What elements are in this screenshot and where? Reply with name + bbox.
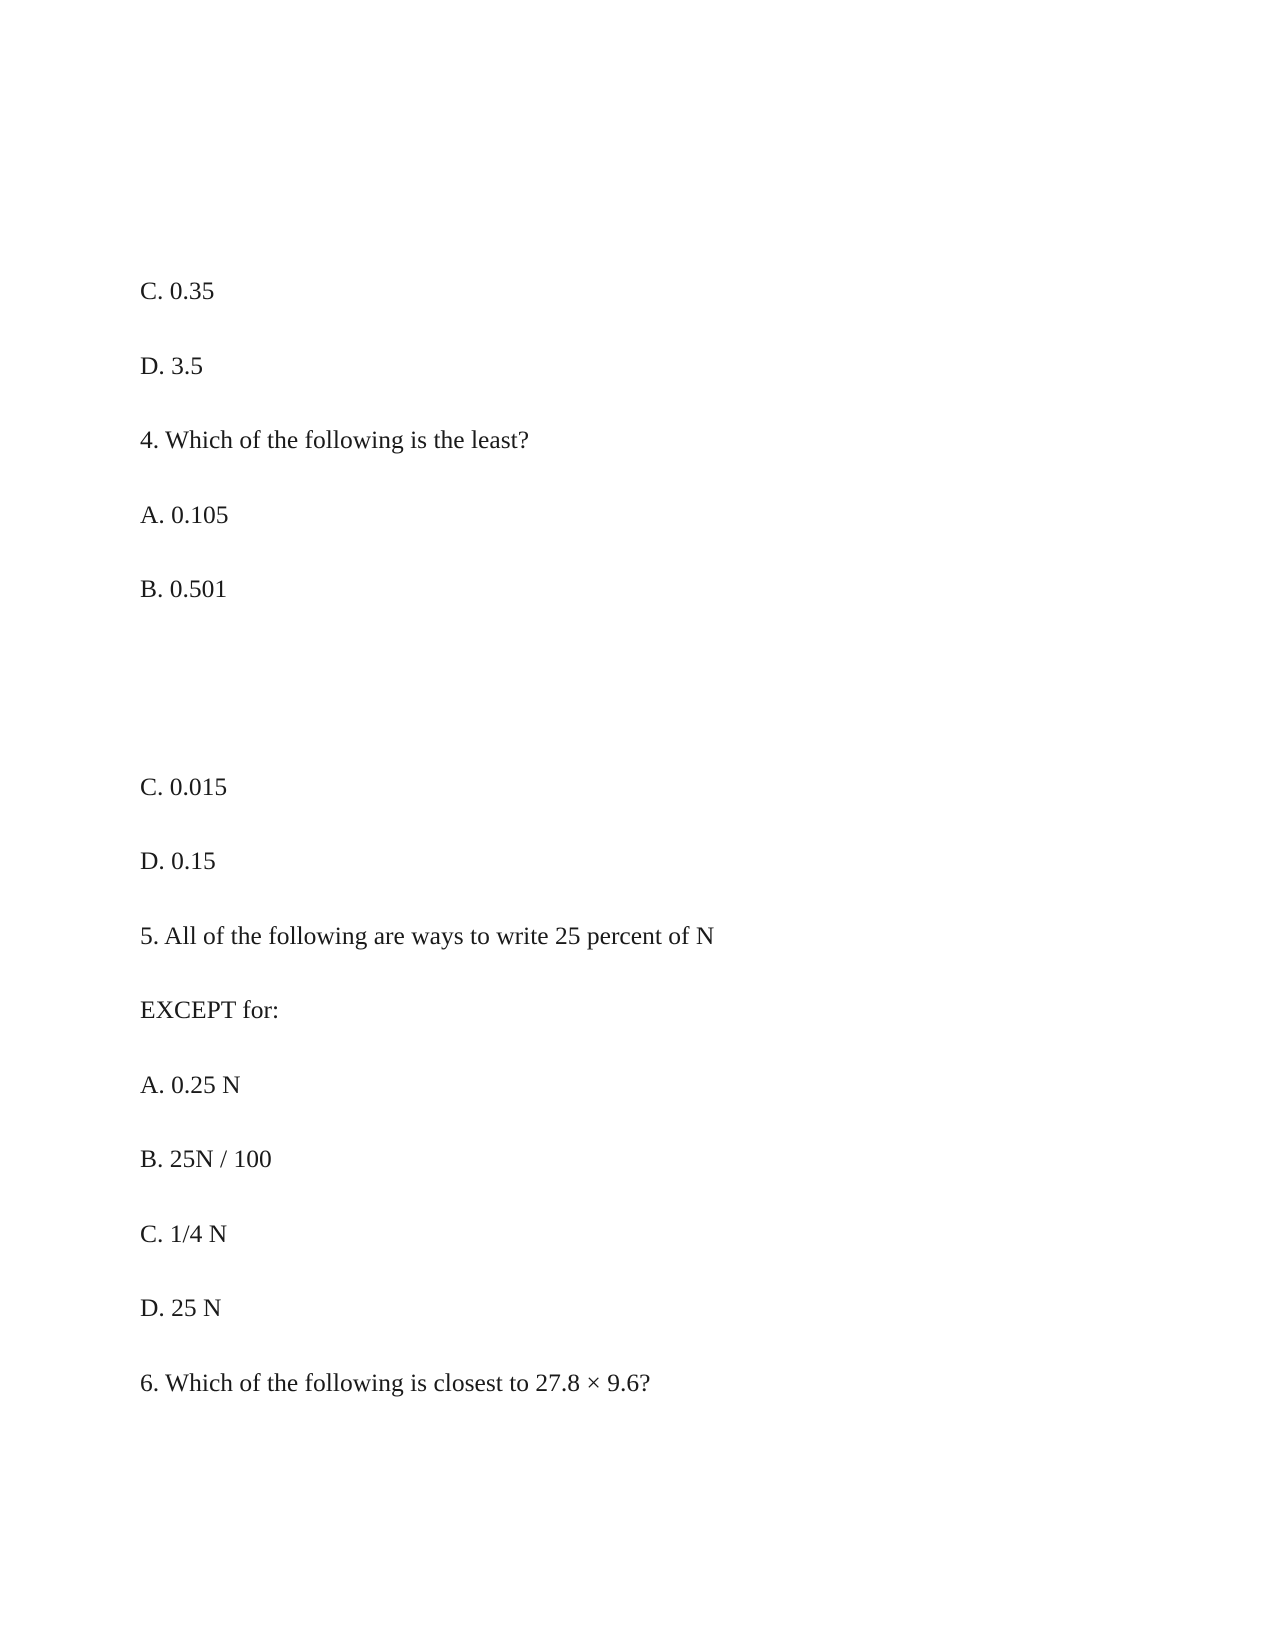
question-6: 6. Which of the following is closest to 27.8 × 9.6?	[140, 1367, 651, 1397]
answer-option-c-q3: C. 0.35	[140, 276, 215, 305]
answer-option-a-q5: A. 0.25 N	[140, 1069, 241, 1099]
answer-option-c-q5: C. 1/4 N	[140, 1218, 228, 1248]
question-4: 4. Which of the following is the least?	[140, 425, 530, 454]
answer-option-b-q4: B. 0.501	[140, 574, 228, 603]
answer-option-b-q5: B. 25N / 100	[140, 1144, 272, 1173]
answer-option-d-q5: D. 25 N	[140, 1293, 222, 1322]
question-5-line-2: EXCEPT for:	[140, 995, 280, 1024]
answer-option-d-q4: D. 0.15	[140, 846, 216, 875]
answer-option-c-q4: C. 0.015	[140, 771, 228, 801]
answer-option-a-q4: A. 0.105	[140, 499, 229, 529]
answer-option-d-q3: D. 3.5	[140, 350, 204, 380]
document-body	[140, 278, 1100, 1395]
question-5-line-1: 5. All of the following are ways to write 25 percent of N	[140, 920, 715, 950]
